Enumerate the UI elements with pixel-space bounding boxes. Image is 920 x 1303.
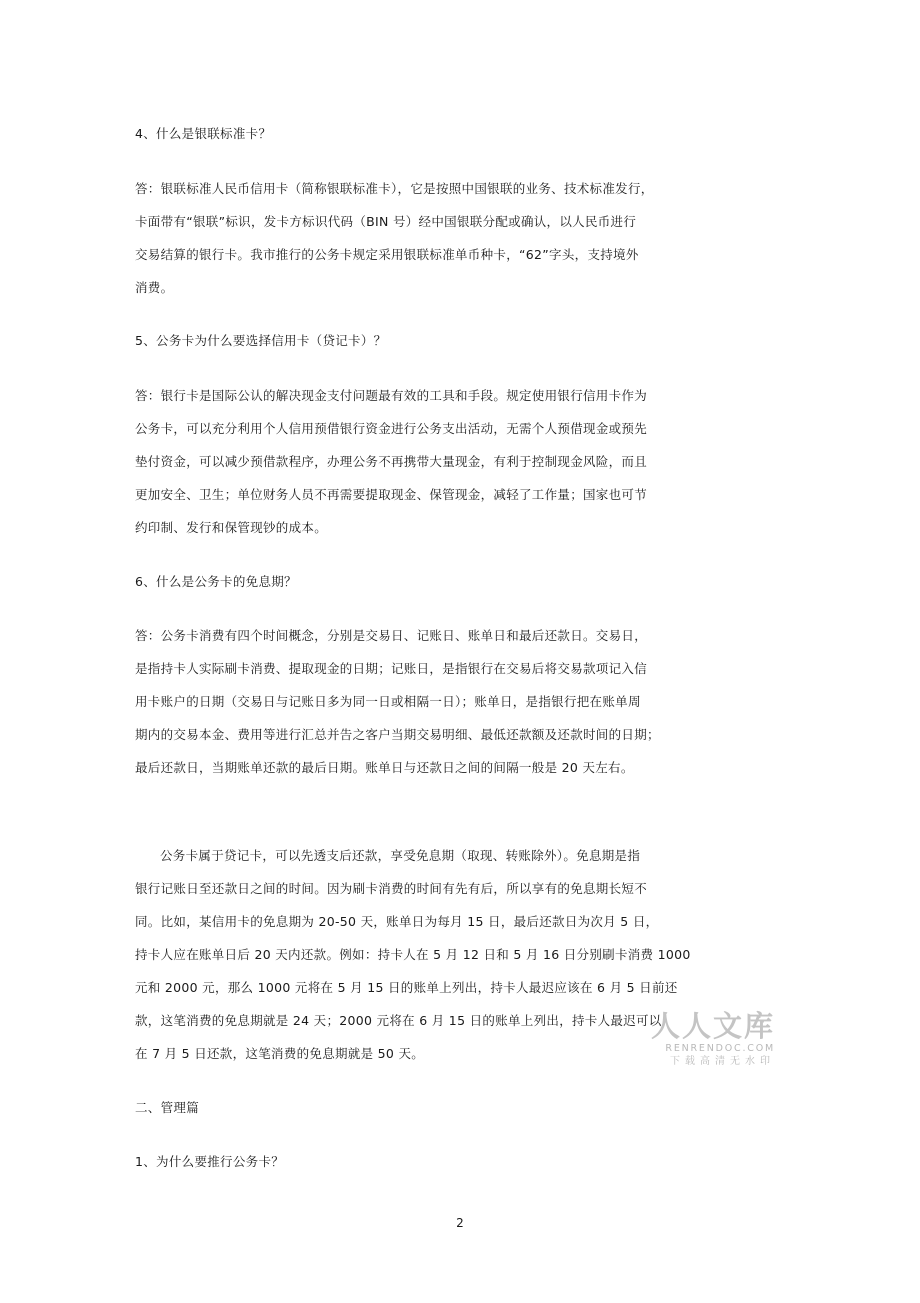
page-number: 2 <box>456 1216 464 1230</box>
watermark-title: 人人文库 <box>650 1009 775 1043</box>
q5-title: 5、公务卡为什么要选择信用卡（贷记卡）？ <box>135 333 387 348</box>
q4-answer-line: 消费。 <box>135 280 174 295</box>
watermark-tagline: 下载高清无水印 <box>670 1056 775 1067</box>
q6-paragraph-line: 银行记账日至还款日之间的时间。因为刷卡消费的时间有先有后，所以享有的免息期长短不 <box>135 881 648 896</box>
section2-q1-title: 1、为什么要推行公务卡？ <box>135 1154 285 1169</box>
q6-answer-line: 是指持卡人实际刷卡消费、提取现金的日期；记账日，是指银行在交易后将交易款项记入信 <box>135 661 648 676</box>
section-title: 二、管理篇 <box>135 1100 200 1115</box>
q5-answer-line: 约印制、发行和保管现钞的成本。 <box>135 520 328 535</box>
q4-answer-line: 答：银联标准人民币信用卡（简称银联标准卡），它是按照中国银联的业务、技术标准发行， <box>135 181 654 196</box>
q6-answer-line: 答：公务卡消费有四个时间概念，分别是交易日、记账日、账单日和最后还款日。交易日， <box>135 628 648 643</box>
q6-title: 6、什么是公务卡的免息期？ <box>135 574 297 589</box>
watermark-domain: RENRENDOC.COM <box>665 1043 775 1054</box>
watermark <box>640 1010 775 1069</box>
q6-answer-line: 最后还款日，当期账单还款的最后日期。账单日与还款日之间的间隔一般是 20 天左右。 <box>135 760 634 775</box>
q5-answer-line: 答：银行卡是国际公认的解决现金支付问题最有效的工具和手段。规定使用银行信用卡作为 <box>135 388 648 403</box>
q5-answer-line: 垫付资金，可以减少预借款程序，办理公务不再携带大量现金，有利于控制现金风险，而且 <box>135 454 648 469</box>
q6-paragraph-line: 元和 2000 元，那么 1000 元将在 5 月 15 日的账单上列出，持卡人最迟应该在 6 月 5 日前还 <box>135 980 678 995</box>
q6-paragraph-line: 持卡人应在账单日后 20 天内还款。例如：持卡人在 5 月 12 日和 5 月 16 日分别刷卡消费 1000 <box>135 947 691 962</box>
q5-answer-line: 公务卡，可以充分利用个人信用预借银行资金进行公务支出活动，无需个人预借现金或预先 <box>135 421 648 436</box>
q6-answer-line: 用卡账户的日期（交易日与记账日多为同一日或相隔一日）；账单日，是指银行把在账单周 <box>135 694 641 709</box>
q4-answer-line: 卡面带有“银联”标识，发卡方标识代码（BIN 号）经中国银联分配或确认，以人民币进行 <box>135 214 637 229</box>
q5-answer-line: 更加安全、卫生；单位财务人员不再需要提取现金、保管现金，减轻了工作量；国家也可节 <box>135 487 648 502</box>
q6-paragraph-line: 在 7 月 5 日还款，这笔消费的免息期就是 50 天。 <box>135 1046 425 1061</box>
q4-answer-line: 交易结算的银行卡。我市推行的公务卡规定采用银联标准单币种卡，“62”字头，支持境外 <box>135 247 639 262</box>
q6-answer-line: 期内的交易本金、费用等进行汇总并告之客户当期交易明细、最低还款额及还款时间的日期； <box>135 727 660 742</box>
q6-paragraph-line: 款，这笔消费的免息期就是 24 天；2000 元将在 6 月 15 日的账单上列出，持卡人最迟可以 <box>135 1013 662 1028</box>
q4-title: 4、什么是银联标准卡？ <box>135 126 272 141</box>
q6-paragraph-line: 公务卡属于贷记卡，可以先透支后还款，享受免息期（取现、转账除外）。免息期是指 <box>160 848 641 863</box>
q6-paragraph-line: 同。比如，某信用卡的免息期为 20-50 天，账单日为每月 15 日，最后还款日为次月 5 日， <box>135 914 659 929</box>
